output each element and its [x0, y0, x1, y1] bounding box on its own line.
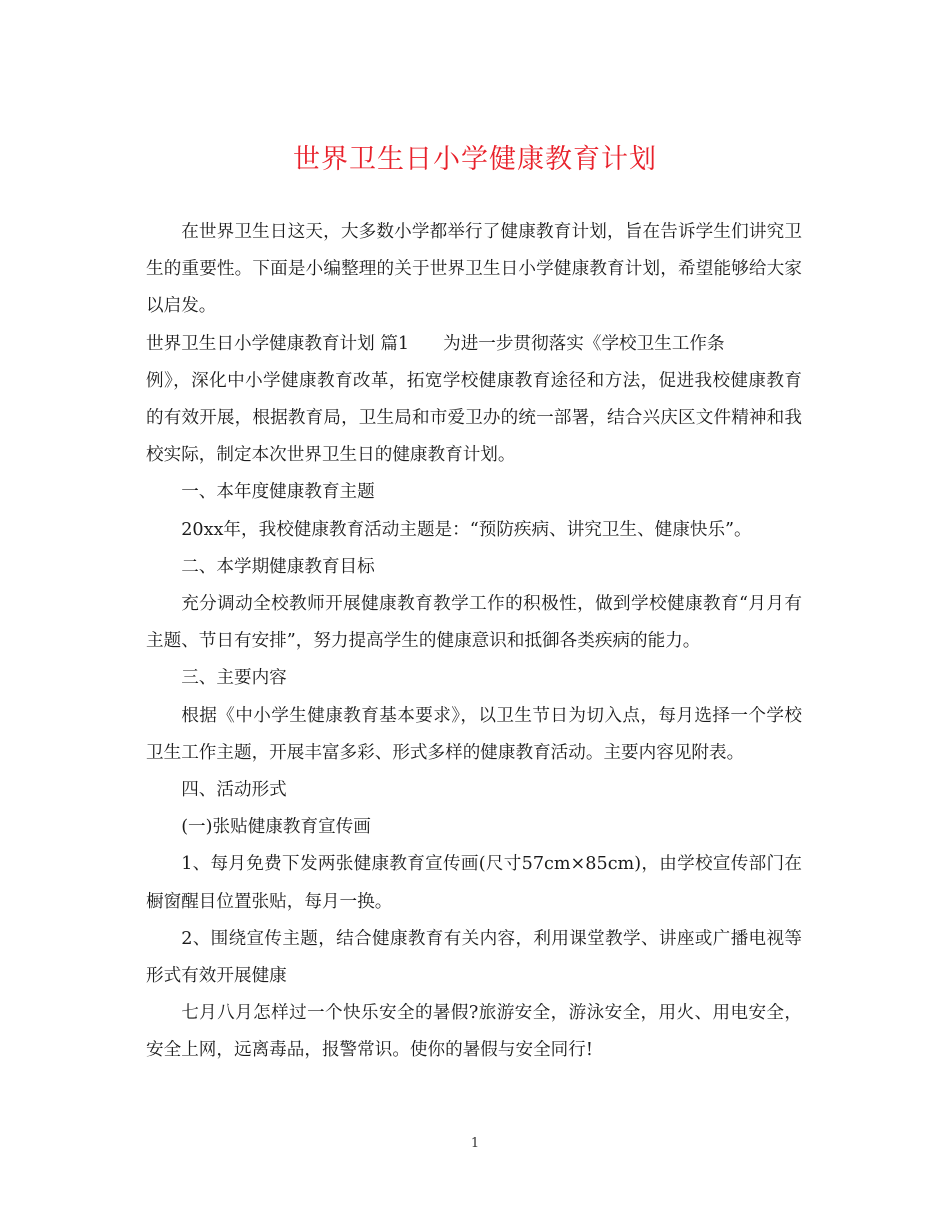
- heading-goal: 二、本学期健康教育目标: [181, 556, 375, 577]
- paragraph-content: 根据《中小学生健康教育基本要求》，以卫生节日为切入点，每月选择一个学校卫生工作主题，开展丰富多彩、形式多样的健康教育活动。主要内容见附表。: [146, 705, 802, 763]
- heading-theme: 一、本年度健康教育主题: [181, 482, 375, 503]
- section-text-first: 为进一步贯彻落实《学校卫生工作条: [443, 333, 725, 354]
- document-title: 世界卫生日小学健康教育计划: [293, 144, 657, 175]
- paragraph-theme: 20xx年，我校健康教育活动主题是：“预防疾病、讲究卫生、健康快乐”。: [181, 519, 752, 540]
- intro-paragraph: 在世界卫生日这天，大多数小学都举行了健康教育计划，旨在告诉学生们讲究卫生的重要性。下面是小编整理的关于世界卫生日小学健康教育计划，希望能够给大家以启发。: [146, 222, 802, 317]
- section-paragraph: [146, 326, 802, 475]
- paragraph-summer-safety: 七月八月怎样过一个快乐安全的暑假?旅游安全，游泳安全，用火、用电安全，安全上网，远离毒品，报警常识。使你的暑假与安全同行!: [146, 1003, 802, 1061]
- paragraph-goal: 充分调动全校教师开展健康教育教学工作的积极性，做到学校健康教育“月月有主题、节日有安排”，努力提高学生的健康意识和抵御各类疾病的能力。: [146, 594, 802, 652]
- page-number: 1: [470, 1136, 480, 1151]
- section-label: 世界卫生日小学健康教育计划 篇1: [146, 333, 410, 354]
- document-body: [146, 214, 802, 1070]
- section-text-rest: 例》，深化中小学健康教育改革，拓宽学校健康教育途径和方法，促进我校健康教育的有效开展，根据教育局，卫生局和市爱卫办的统一部署，结合兴庆区文件精神和我校实际，制定本次世界卫生日的健康教育计划。: [146, 370, 802, 466]
- paragraph-poster-2: 2、围绕宣传主题，结合健康教育有关内容，利用课堂教学、讲座或广播电视等形式有效开展健康: [146, 928, 802, 987]
- subheading-poster: (一)张贴健康教育宣传画: [181, 817, 371, 838]
- heading-activity: 四、活动形式: [181, 780, 287, 801]
- paragraph-poster-1: 1、每月免费下发两张健康教育宣传画(尺寸57cm×85cm)，由学校宣传部门在橱窗醒目位置张贴，每月一换。: [146, 854, 802, 912]
- heading-content: 三、主要内容: [181, 668, 287, 689]
